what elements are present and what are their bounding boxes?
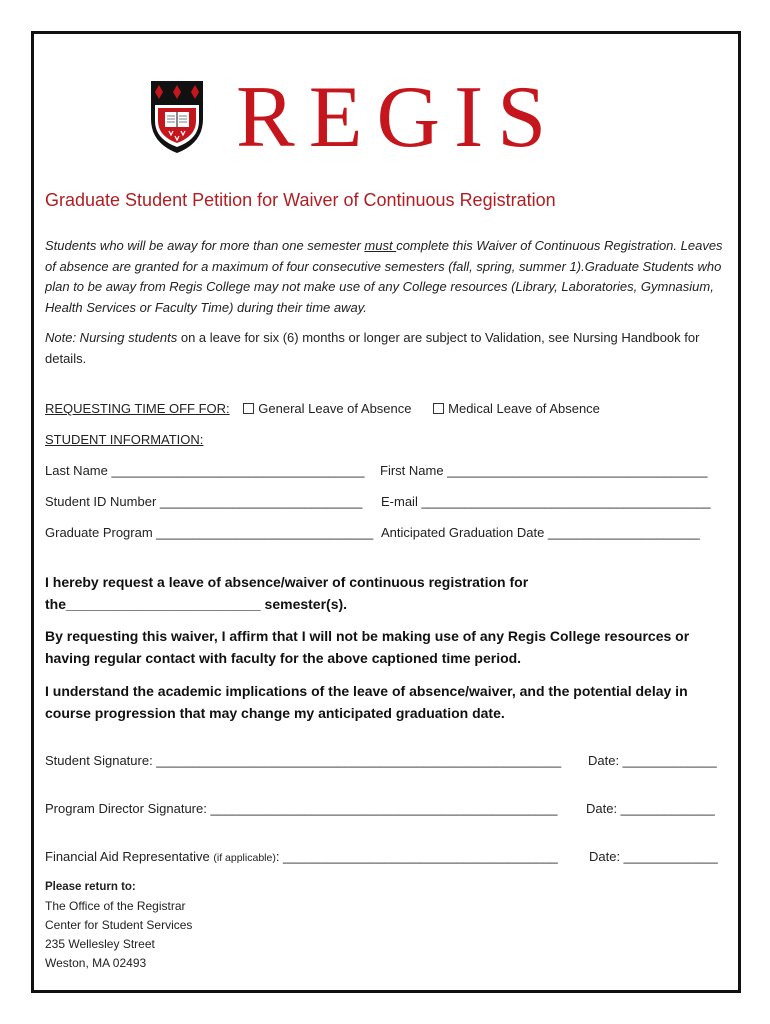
student-info-heading: STUDENT INFORMATION:: [45, 432, 204, 447]
student-signature-field[interactable]: Student Signature: ________________________________________________________: [45, 753, 562, 768]
general-leave-label: General Leave of Absence: [258, 401, 412, 416]
student-id-field[interactable]: Student ID Number ____________________________: [45, 494, 363, 509]
must-emphasis: must: [364, 238, 397, 253]
medical-leave-checkbox[interactable]: [433, 403, 444, 414]
understand-statement: I understand the academic implications of the leave of absence/waiver, and the potential delay in course progression that may change my anticipated graduation date.: [45, 683, 688, 721]
return-address: Please return to: The Office of the Registrar Center for Student Services 235 Wellesley Street Weston, MA 02493: [45, 881, 193, 970]
page-title: Graduate Student Petition for Waiver of Continuous Registration: [45, 190, 556, 210]
requesting-row: [45, 401, 600, 416]
director-signature-field[interactable]: Program Director Signature: ________________________________________________: [45, 801, 558, 816]
semester-field[interactable]: the_________________________ semester(s).: [45, 596, 348, 612]
graduation-date-field[interactable]: Anticipated Graduation Date _____________________: [381, 525, 700, 540]
intro-paragraph: Students who will be away for more than one semester must complete this Waiver of Continuous Registration. Leaves of absence are granted for a maximum of four consecutive semesters (fall, spring, summer 1).Graduate Students who plan to be away from Regis College may not make use of any College resources (Library, Laboratories, Gymnasium, Health Services or Faculty Time) during their time away.: [45, 238, 723, 315]
medical-leave-label: Medical Leave of Absence: [448, 401, 600, 416]
director-signature-date[interactable]: Date: _____________: [586, 801, 715, 816]
email-field[interactable]: E-mail ________________________________________: [381, 494, 711, 509]
last-name-field[interactable]: Last Name ___________________________________: [45, 463, 365, 478]
student-signature-date[interactable]: Date: _____________: [588, 753, 717, 768]
general-leave-checkbox[interactable]: [243, 403, 254, 414]
financial-aid-signature-date[interactable]: Date: _____________: [589, 849, 718, 864]
financial-aid-signature-field[interactable]: Financial Aid Representative (if applicable): ______________________________________: [45, 849, 558, 864]
regis-wordmark: REGIS: [236, 69, 561, 166]
first-name-field[interactable]: First Name ____________________________________: [380, 463, 708, 478]
regis-crest-logo: [149, 79, 205, 155]
affirm-statement: By requesting this waiver, I affirm that I will not be making use of any Regis College resources or having regular contact with faculty for the above captioned time period.: [45, 628, 690, 666]
request-statement: I hereby request a leave of absence/waiver of continuous registration for the_________________________ semester(s).: [45, 571, 725, 615]
graduate-program-field[interactable]: Graduate Program ______________________________: [45, 525, 374, 540]
nursing-note: Note: Nursing students on a leave for six (6) months or longer are subject to Validation, see Nursing Handbook for details.: [45, 330, 700, 366]
requesting-label: REQUESTING TIME OFF FOR:: [45, 401, 230, 416]
